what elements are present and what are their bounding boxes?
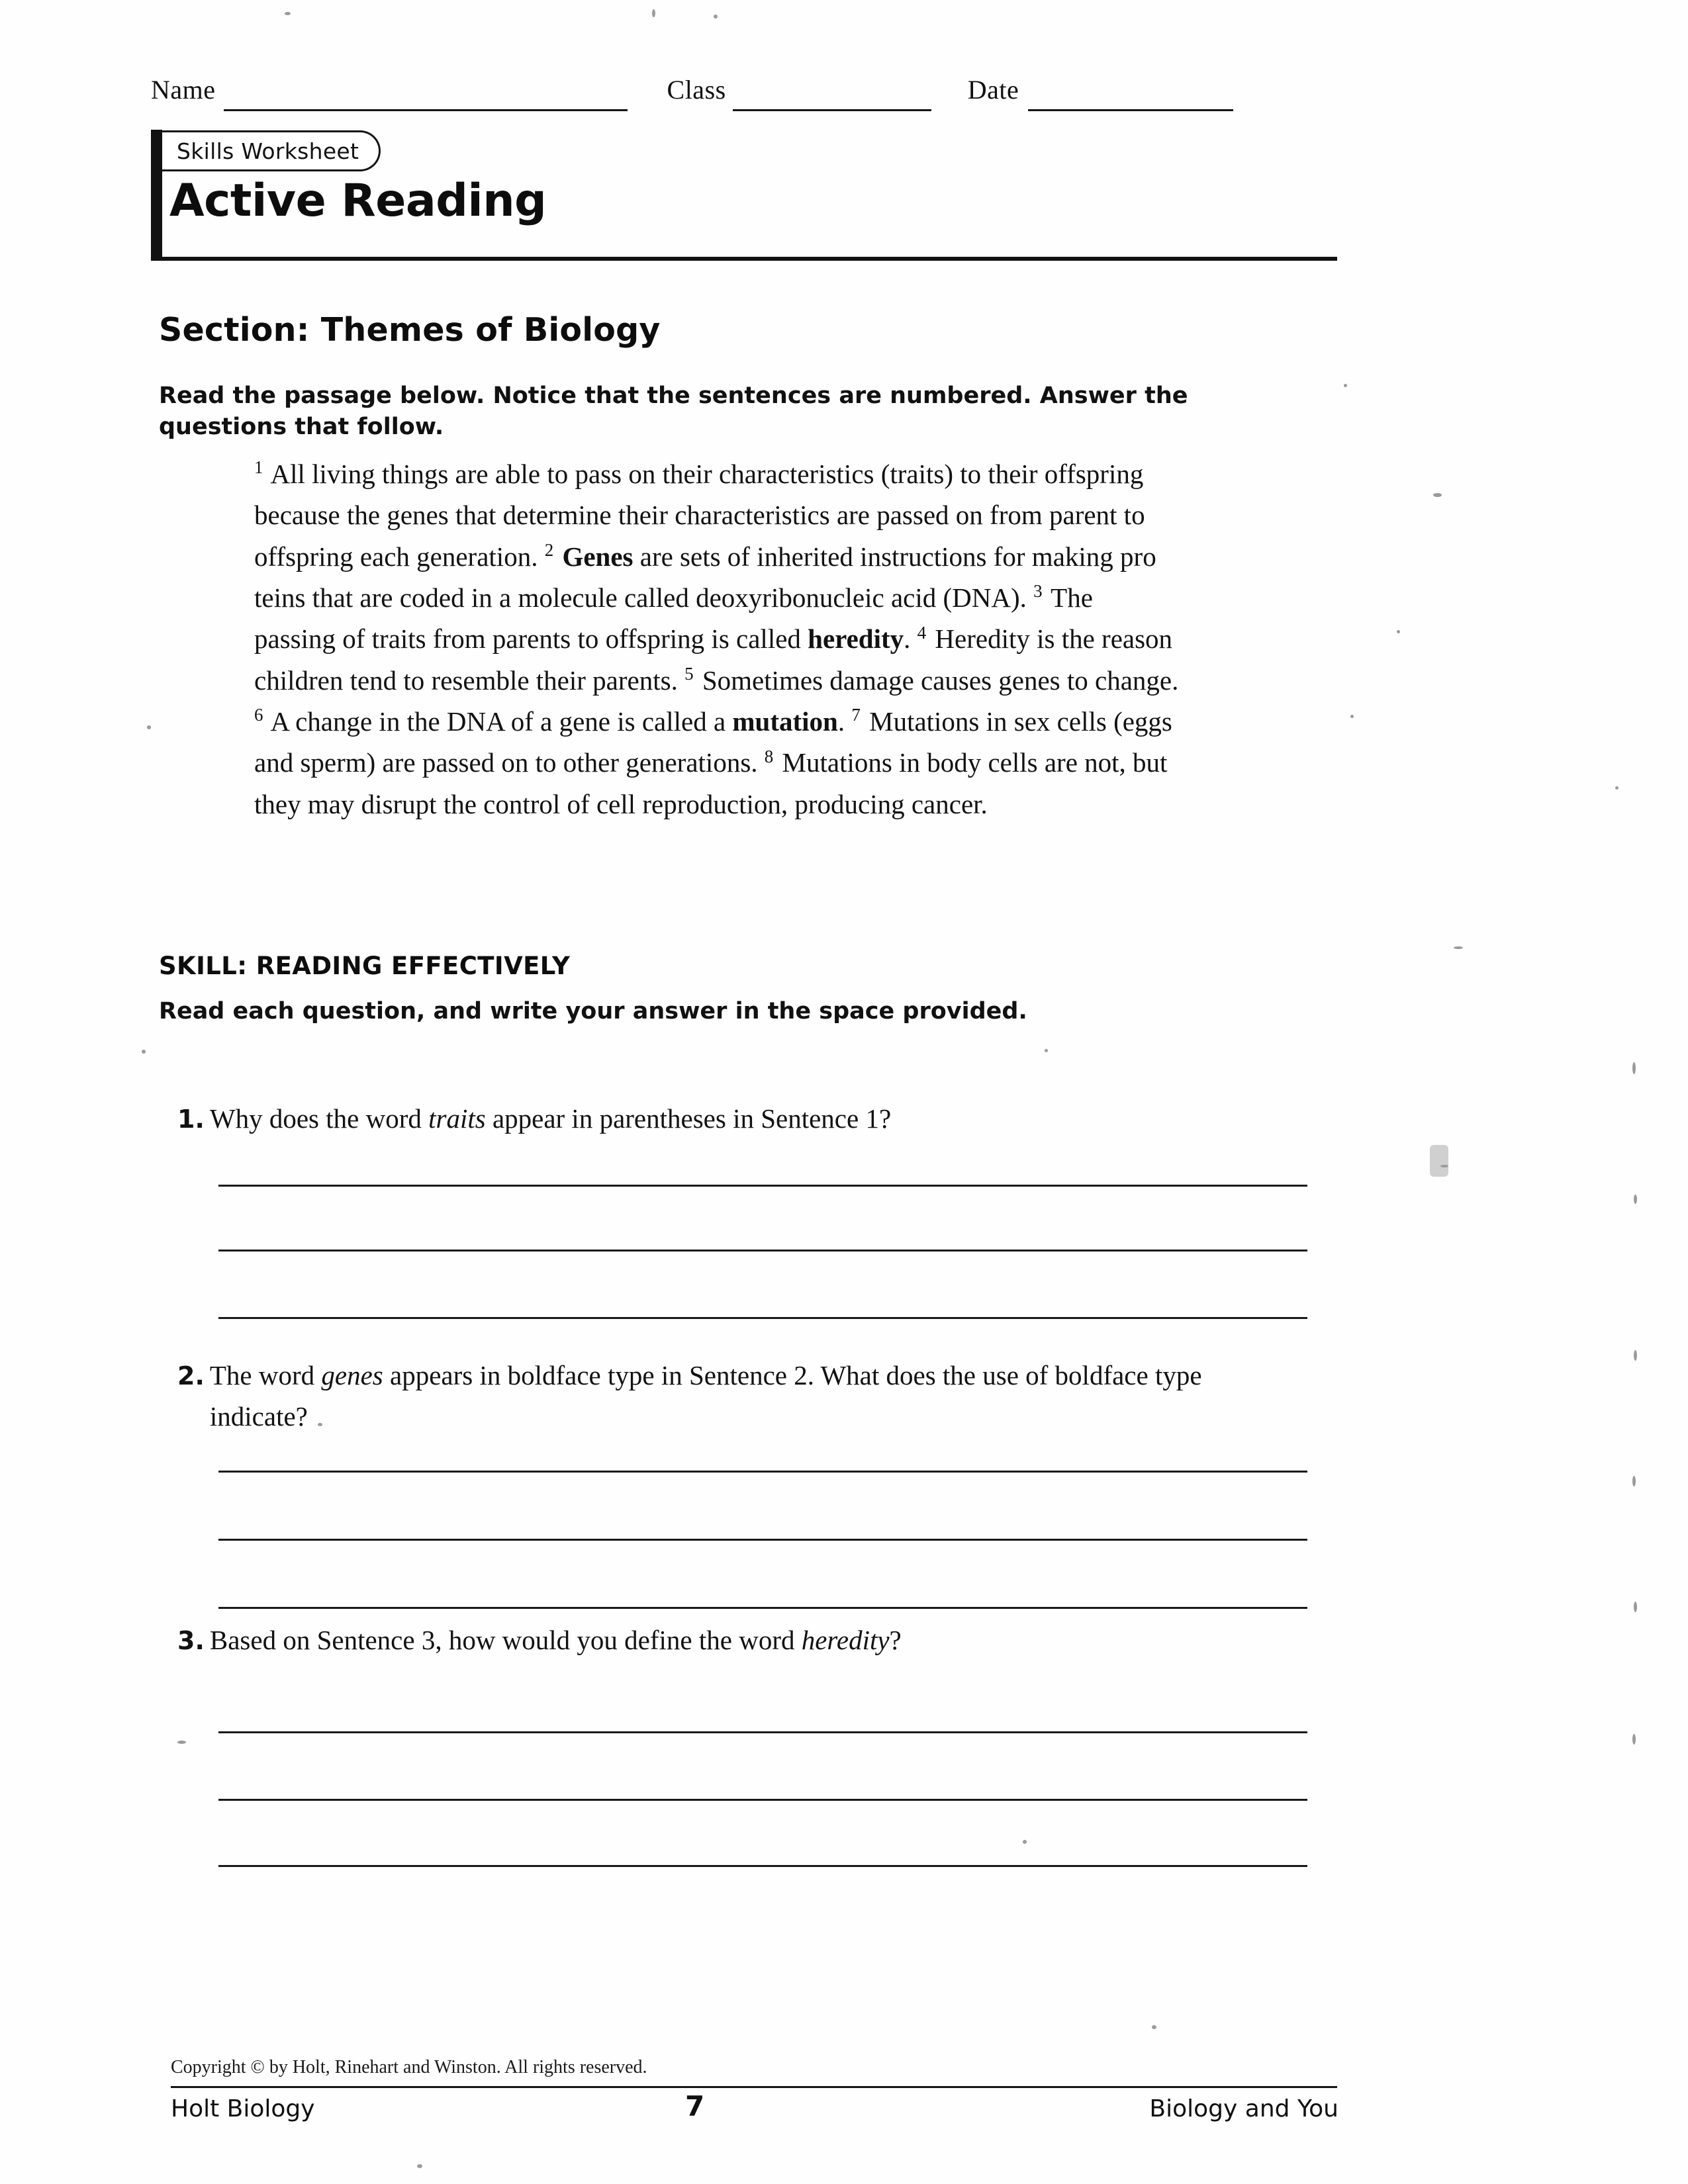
footer-divider [171,2086,1337,2088]
bold-term-mutation: mutation [732,705,838,737]
sentence-number: 1 [254,457,263,478]
scan-speck [652,9,655,17]
scan-speck [1344,384,1347,387]
bold-term-genes: Genes [562,541,633,572]
date-input-line[interactable] [1028,109,1233,111]
question-text-pre: The word [209,1360,322,1390]
skill-heading: SKILL: READING EFFECTIVELY [159,952,571,980]
name-label: Name [151,75,216,105]
footer-page-number: 7 [685,2090,705,2122]
answer-line-2-3[interactable] [218,1607,1307,1609]
question-number: 2. [177,1361,205,1390]
answer-line-3-3[interactable] [218,1865,1307,1867]
question-2 [177,1355,1256,1437]
answer-line-2-1[interactable] [218,1471,1307,1473]
question-3 [177,1620,1256,1661]
scan-speck [177,1741,186,1744]
question-text-post: ? [889,1625,902,1655]
scan-speck [285,12,291,15]
sentence-text: All living things are able to pass on their characteristics (traits) to their offspring because the genes that determine their characteristics are passed on from parent to offspring each gener​ation. [254,459,1145,572]
question-text [210,1103,891,1134]
skill-subheading: Read each question, and write your answer in the space provided. [159,998,1027,1024]
name-input-line[interactable] [224,109,628,111]
sentence-text: Mutations in sex cells (eggs and sperm) are passed on to other generations. [254,705,1172,778]
copyright-notice: Copyright © by Holt, Rinehart and Winston. All rights reserved. [171,2057,647,2077]
question-text-post: appears in boldface type in Sentence 2. What does the use of boldface type indicate? [209,1360,1202,1432]
sentence-text: Heredity is the reason children tend to resemble their parents. [254,623,1173,696]
sentence-text: The passing of traits from parents to offspring is called heredity. [254,582,1093,655]
answer-line-3-1[interactable] [218,1731,1307,1733]
question-number: 3. [177,1626,205,1655]
scan-speck [147,725,151,729]
scan-speck [1634,1195,1637,1204]
question-text-post: appear in parentheses in Sentence 1? [485,1103,892,1134]
question-italic-term: traits [428,1103,486,1134]
scan-speck [1350,715,1354,718]
scan-speck [1615,786,1618,790]
date-label: Date [967,75,1019,105]
question-italic-term: genes [321,1360,383,1390]
worksheet-type-label: Skills Worksheet [177,138,359,164]
question-text [210,1625,902,1655]
sentence-number: 4 [917,622,927,643]
sentence-number: 2 [544,539,554,560]
question-italic-term: heredity [801,1625,890,1655]
question-text-pre: Based on Sentence 3, how would you define the word [209,1625,802,1655]
scan-speck [1634,1602,1637,1612]
student-info-row [151,74,1336,115]
scan-speck [1430,1145,1448,1177]
bold-term-heredity: heredity [808,623,904,655]
scan-speck [142,1050,146,1054]
sentence-text: Sometimes damage causes genes to change. [695,664,1179,696]
scan-speck [1632,1476,1636,1486]
answer-line-1-2[interactable] [218,1250,1307,1251]
answer-line-1-1[interactable] [218,1185,1307,1187]
scan-speck [1045,1049,1048,1052]
sentence-number: 3 [1033,581,1043,602]
title-block [151,130,1337,261]
class-label: Class [667,75,726,105]
class-input-line[interactable] [733,109,931,111]
answer-line-3-2[interactable] [218,1799,1307,1801]
scan-speck [714,15,718,19]
scan-speck [1440,1165,1448,1167]
sentence-number: 6 [254,705,263,725]
sentence-number: 7 [851,705,861,725]
footer-book-title: Holt Biology [171,2095,315,2122]
section-heading: Section: Themes of Biology [159,311,661,349]
scan-speck [1397,630,1400,633]
sentence-text: Mutations in body cells are not, but they may disrupt the control of cell reproduction, producing cancer. [254,747,1168,819]
sentence-number: 8 [764,746,774,766]
scan-speck [1632,1734,1636,1745]
scan-speck [1632,1062,1636,1074]
scan-speck [1023,1840,1027,1844]
sentence-text: A change in the DNA of a gene is called a mutation. [265,705,852,737]
title-accent-bar [151,130,162,261]
answer-line-1-3[interactable] [218,1317,1307,1319]
scan-speck [417,2164,422,2168]
footer-chapter-title: Biology and You [1149,2095,1338,2122]
question-text [210,1355,1243,1437]
reading-passage [254,453,1181,825]
page-title: Active Reading [169,175,547,227]
question-text-pre: Why does the word [209,1103,429,1134]
answer-line-2-2[interactable] [218,1539,1307,1541]
sentence-number: 5 [684,663,694,684]
scan-speck [1454,946,1463,949]
section-instructions: Read the passage below. Notice that the sentences are numbered. Answer the questions that follow. [159,383,1188,440]
question-number: 1. [177,1105,205,1134]
title-divider [160,257,1337,261]
scan-speck [1433,493,1442,497]
sentence-text: Genes are sets of inherited instructions for making pro​teins that are coded in a molecule called deoxyribonucleic acid (DNA). [254,541,1156,613]
scan-speck [1152,2025,1156,2029]
question-1 [177,1099,1256,1140]
scan-speck [1634,1350,1637,1361]
worksheet-type-badge [162,130,381,171]
